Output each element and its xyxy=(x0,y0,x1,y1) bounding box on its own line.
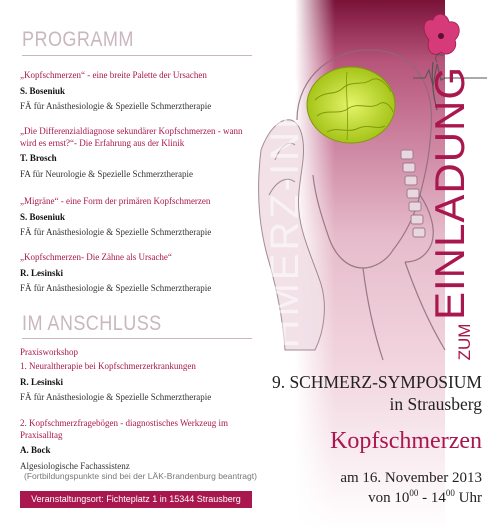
workshop-item xyxy=(20,418,252,472)
event-date: am 16. November 2013 xyxy=(340,470,482,486)
talk-title: „Die Differenzialdiagnose sekundärer Kopfschmerzen - wann wird es ernst?“- Die Erfahrung aus der Klinik xyxy=(20,126,243,148)
talk-role: FÄ für Anästhesiologie & Spezielle Schmerztherapie xyxy=(20,101,212,111)
talk-item xyxy=(20,252,252,295)
zum-heading: ZUM xyxy=(455,323,474,361)
talk-speaker: R. Lesinski xyxy=(20,267,64,278)
program-title-rule xyxy=(22,55,252,56)
talk-role: FÄ für Anästhesiologie & Spezielle Schmerztherapie xyxy=(20,283,212,293)
workshop-speaker: R. Lesinski xyxy=(20,376,64,387)
watermark-text: SCHMERZ-INFO xyxy=(263,67,307,410)
talk-speaker: S. Boseniuk xyxy=(20,211,66,222)
venue-bar: Veranstaltungsort: Fichteplatz 1 in 15344 Strausberg xyxy=(20,491,252,508)
talk-role: FÄ für Anästhesiologie & Spezielle Schmerztherapie xyxy=(20,227,212,237)
time-unit: Uhr xyxy=(454,490,482,506)
talk-role: FA für Neurologie & Spezielle Schmerztherapie xyxy=(20,168,194,179)
symposium-title: 9. SCHMERZ-SYMPOSIUM xyxy=(271,372,482,392)
talk-speaker: T. Brosch xyxy=(20,153,57,163)
symposium-location: in Strausberg xyxy=(389,394,482,414)
time-end: - 14 xyxy=(418,490,446,506)
talk-item xyxy=(20,126,252,180)
workshop-title: 1. Neuraltherapie bei Kopfschmerzerkrankungen xyxy=(20,361,196,371)
followup-title-rule xyxy=(22,338,252,339)
time-start-minutes: 00 xyxy=(409,488,419,498)
workshop-role: FÄ für Anästhesiologie & Spezielle Schmerztherapie xyxy=(20,392,212,402)
invitation-column xyxy=(255,0,500,529)
topic-title: Kopfschmerzen xyxy=(330,428,482,454)
event-time xyxy=(368,488,482,507)
followup-title: IM ANSCHLUSS xyxy=(22,312,162,335)
workshop-title: 2. Kopfschmerzfragebögen - diagnostisches Werkzeug im Praxisalltag xyxy=(20,418,229,440)
time-start: von 10 xyxy=(368,490,410,506)
cme-note: (Fortbildungspunkte sind bei der LÄK-Brandenburg beantragt) xyxy=(24,471,257,481)
talk-item xyxy=(20,70,252,113)
workshop-speaker: A. Bock xyxy=(20,445,51,455)
talk-speaker: S. Boseniuk xyxy=(20,85,66,96)
einladung-heading: EINLADUNG xyxy=(426,65,473,320)
program-title: PROGRAMM xyxy=(22,28,134,51)
talk-title: „Kopfschmerzen“ - eine breite Palette der Ursachen xyxy=(20,70,207,80)
talk-item xyxy=(20,196,252,239)
talk-title: „Kopfschmerzen- Die Zähne als Ursache“ xyxy=(20,252,172,262)
talk-title: „Migräne“ - eine Form der primären Kopfschmerzen xyxy=(20,196,211,206)
brain-graphic xyxy=(307,67,395,143)
workshop-item xyxy=(20,361,252,404)
workshop-heading: Praxisworkshop xyxy=(20,347,78,357)
time-end-minutes: 00 xyxy=(445,488,455,498)
workshop-role: Algesiologische Fachassistenz xyxy=(20,460,130,471)
